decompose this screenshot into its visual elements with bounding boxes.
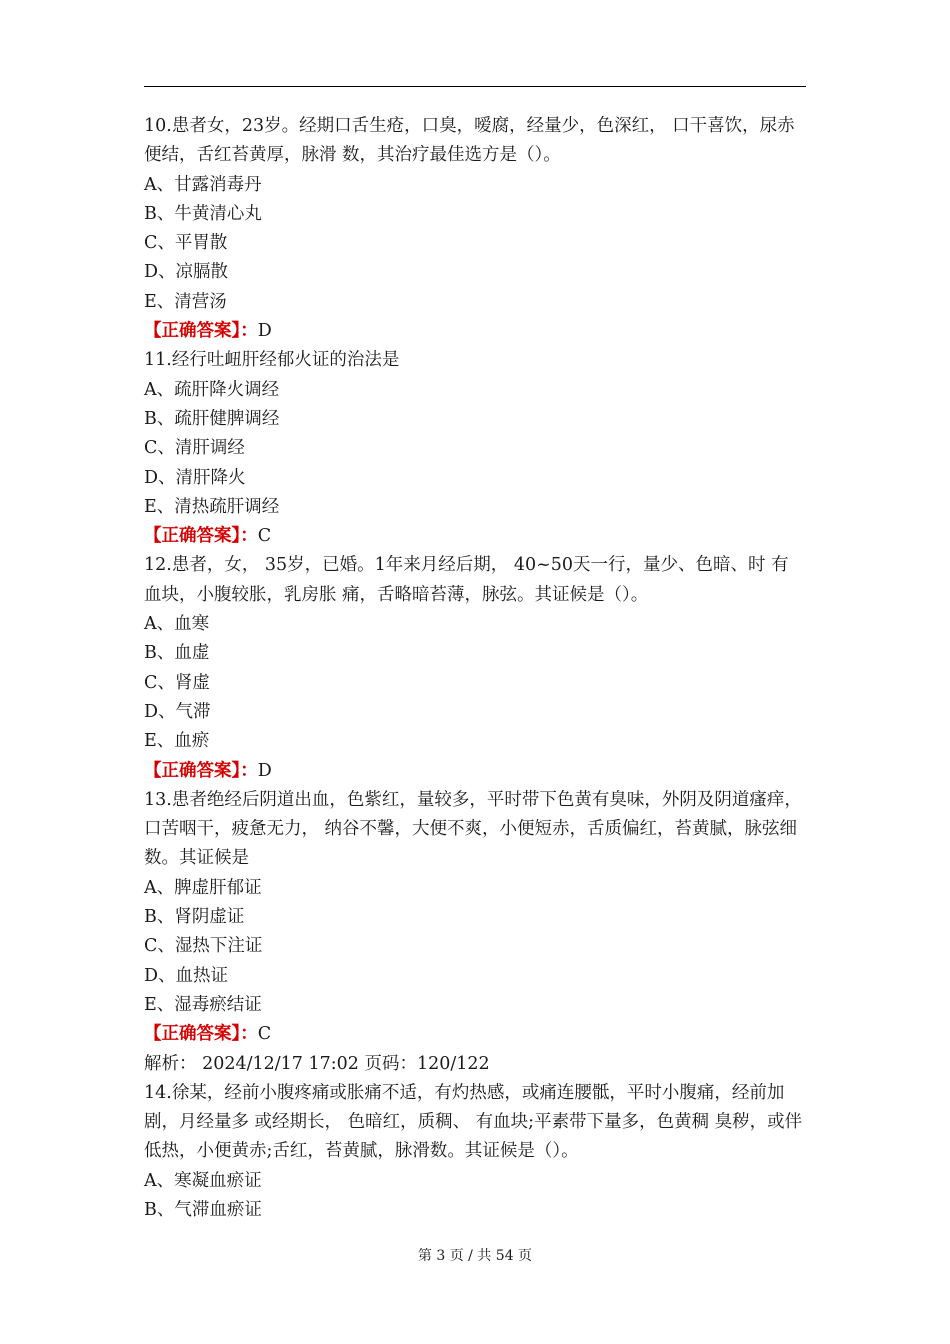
- option-a: A、甘露消毒丹: [144, 174, 262, 195]
- question-10: [144, 112, 806, 346]
- option-b: B、气滞血瘀证: [144, 1199, 262, 1220]
- page-content: [144, 112, 806, 1225]
- option-a: A、疏肝降火调经: [144, 379, 280, 400]
- answer-label: 【正确答案】：: [144, 760, 258, 781]
- question-11: [144, 346, 806, 551]
- option-a: A、脾虚肝郁证: [144, 877, 262, 898]
- header-rule: [144, 86, 806, 87]
- question-12: [144, 551, 806, 785]
- option-c: C、平胃散: [144, 233, 228, 254]
- question-stem: 13.患者绝经后阴道出血，色紫红，量较多，平时带下色黄有臭味，外阴及阴道瘙痒，口苦咽干，疲惫无力， 纳谷不馨，大便不爽，小便短赤，舌质偏红，苔黄腻，脉弦细数。其证候是: [144, 789, 802, 869]
- answer-value: C: [257, 1024, 272, 1045]
- option-d: D、清肝降火: [144, 467, 246, 488]
- page-footer: 第 3 页 / 共 54 页: [417, 1248, 533, 1264]
- option-b: B、牛黄清心丸: [144, 203, 262, 224]
- question-13: [144, 786, 806, 1050]
- option-e: E、湿毒瘀结证: [144, 994, 262, 1015]
- answer-line: [144, 317, 806, 346]
- option-d: D、气滞: [144, 701, 211, 722]
- option-e: E、清热疏肝调经: [144, 496, 280, 517]
- option-c: C、湿热下注证: [144, 936, 263, 957]
- option-c: C、清肝调经: [144, 438, 245, 459]
- option-b: B、疏肝健脾调经: [144, 408, 280, 429]
- question-stem: 10.患者女，23岁。经期口舌生疮，口臭，嗳腐，经量少，色深红， 口干喜饮，尿赤便结，舌红苔黄厚，脉滑 数，其治疗最佳选方是（）。: [144, 116, 795, 166]
- answer-label: 【正确答案】：: [144, 1024, 258, 1045]
- option-c: C、肾虚: [144, 672, 210, 693]
- option-d: D、凉膈散: [144, 262, 229, 283]
- question-stem: 12.患者，女， 35岁，已婚。1年来月经后期， 40~50天一行，量少、色暗、时 有血块，小腹较胀，乳房胀 痛，舌略暗苔薄，脉弦。其证候是（）。: [144, 555, 789, 605]
- option-d: D、血热证: [144, 965, 229, 986]
- answer-label: 【正确答案】：: [144, 526, 258, 547]
- question-stem: 14.徐某，经前小腹疼痛或胀痛不适，有灼热感，或痛连腰骶，平时小腹痛，经前加剧，月经量多 或经期长， 色暗红，质稠、 有血块;平素带下量多，色黄稠 臭秽，或伴低热，小便黄赤;舌红，苔黄腻，脉滑数。其证候是（）。: [144, 1082, 803, 1162]
- answer-line: [144, 522, 806, 551]
- question-14: [144, 1079, 806, 1225]
- answer-line: [144, 757, 806, 786]
- option-e: E、清营汤: [144, 291, 227, 312]
- option-a: A、血寒: [144, 614, 210, 635]
- option-a: A、寒凝血瘀证: [144, 1170, 262, 1191]
- option-e: E、血瘀: [144, 731, 210, 752]
- option-b: B、肾阴虚证: [144, 907, 245, 928]
- option-b: B、血虚: [144, 643, 210, 664]
- answer-value: D: [257, 321, 272, 342]
- answer-value: D: [257, 760, 272, 781]
- question-stem: 11.经行吐衄肝经郁火证的治法是: [144, 350, 400, 371]
- answer-value: C: [257, 526, 272, 547]
- answer-line: [144, 1020, 806, 1049]
- analysis-note: 解析： 2024/12/17 17:02 页码：120/122: [144, 1053, 490, 1074]
- answer-label: 【正确答案】：: [144, 321, 258, 342]
